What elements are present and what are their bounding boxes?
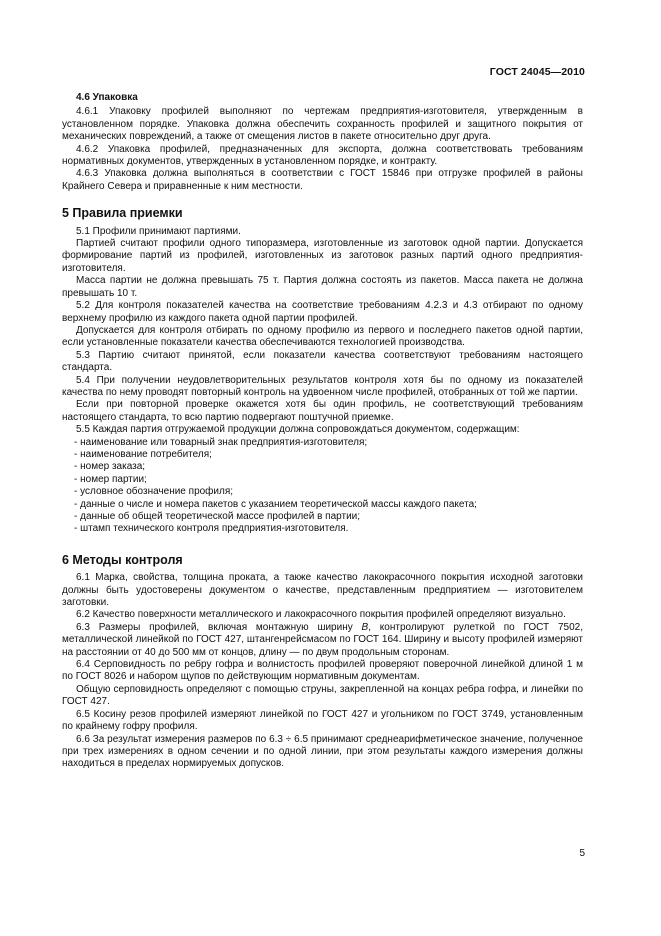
- paragraph-6-3-end: , контролируют рулеткой по ГОСТ 7502, металлической линейкой по ГОСТ 427, штангенрейсмасом по ГОСТ 164. Ширину и высоту профилей измеряют на расстоянии от 40 до 500 мм от концов, длину — по двум продольным сторонам.: [62, 621, 583, 658]
- paragraph-6-4-b: Общую серповидность определяют с помощью струны, закрепленной на концах ребра гофра, и линейки по ГОСТ 427.: [62, 683, 583, 708]
- paragraph-5-1-b: Партией считают профили одного типоразмера, изготовленные из заготовок одной партии. Допускается формирование партий из профилей, изготовленных из заготовок разных партий одного предприятия-изготовителя.: [62, 238, 583, 274]
- paragraph-5-4: 5.4 При получении неудовлетворительных результатов контроля хотя бы по одному из показателей качества по нему проводят повторный контроль на удвоенном числе профилей, отобранных от той же партии.: [62, 374, 583, 398]
- width-variable: B: [361, 621, 369, 633]
- paragraph-5-5: 5.5 Каждая партия отгружаемой продукции должна сопровождаться документом, содержащим:: [76, 424, 520, 436]
- paragraph-6-1: 6.1 Марка, свойства, толщина проката, а также качество лакокрасочного покрытия исходной заготовки должны быть удостоверены документом о качестве, представленным предприятием — изготовителем заготовки.: [62, 572, 583, 609]
- page-number: 5: [579, 848, 585, 859]
- paragraph-5-2: 5.2 Для контроля показателей качества на соответствие требованиям 4.2.3 и 4.3 отбирают по одному верхнему профилю из каждого пакета одной партии профилей.: [62, 300, 583, 324]
- paragraph-5-1: 5.1 Профили принимают партиями.: [76, 225, 241, 237]
- list-item: - наименование или товарный знак предприятия-изготовителя;: [74, 436, 368, 448]
- list-item: - номер партии;: [74, 473, 147, 485]
- paragraph-5-2-b: Допускается для контроля отбирать по одному профилю из первого и последнего пакетов одной партии, если установленные показатели качества обеспечиваются технологией производства.: [62, 324, 583, 349]
- list-item: - номер заказа;: [74, 461, 146, 473]
- list-item: - наименование потребителя;: [74, 448, 212, 460]
- list-item: - данные об общей теоретической массе профилей в партии;: [74, 511, 361, 522]
- paragraph-4-6-1: 4.6.1 Упаковку профилей выполняют по чертежам предприятия-изготовителя, утвержденным в установленном порядке. Упаковка должна обеспечить сохранность профилей и защитного покрытия от механических повреждений, а также от смещения листов в пакете относительно друг друга.: [62, 106, 583, 143]
- paragraph-6-5: 6.5 Косину резов профилей измеряют линейкой по ГОСТ 427 и угольником по ГОСТ 3749, установленным по крайнему гофру профиля.: [62, 708, 583, 733]
- paragraph-5-4-b: Если при повторной проверке окажется хотя бы один профиль, не соответствующий требованиям настоящего стандарта, то всю партию подвергают поштучной приемке.: [62, 399, 583, 423]
- standard-header: ГОСТ 24045—2010: [489, 66, 585, 78]
- list-item: - штамп технического контроля предприятия-изготовителя.: [74, 523, 349, 535]
- paragraph-6-4: 6.4 Серповидность по ребру гофра и волнистость профилей проверяют поверочной линейкой длиной 1 м по ГОСТ 8026 и набором щупов по действующим нормативным документам.: [62, 659, 583, 683]
- paragraph-5-3: 5.3 Партию считают принятой, если показатели качества соответствуют требованиям настоящего стандарта.: [62, 349, 583, 374]
- list-item: - условное обозначение профиля;: [74, 486, 234, 498]
- section-6-heading: 6 Методы контроля: [62, 552, 183, 567]
- paragraph-6-6: 6.6 За результат измерения размеров по 6.3 ÷ 6.5 принимают среднеарифметическое значение, полученное при трех измерениях в одном сечении и по одной линии, при этом результаты каждого измерения должны находиться в пределах нормируемых допусков.: [62, 733, 583, 770]
- paragraph-6-3: [62, 622, 583, 659]
- paragraph-6-3-start: 6.3 Размеры профилей, включая монтажную ширину: [76, 621, 362, 633]
- document-body: [62, 92, 583, 771]
- section-4-6-heading: 4.6 Упаковка: [76, 92, 138, 103]
- section-5-heading: 5 Правила приемки: [62, 206, 183, 221]
- paragraph-6-2: 6.2 Качество поверхности металлического и лакокрасочного покрытия профилей определяют визуально.: [76, 609, 566, 621]
- paragraph-4-6-2: 4.6.2 Упаковка профилей, предназначенных для экспорта, должна соответствовать требованиям нормативных документов, утвержденных в установленном порядке, и контракту.: [62, 143, 583, 168]
- paragraph-5-1-c: Масса партии не должна превышать 75 т. Партия должна состоять из пакетов. Масса пакета не должна превышать 10 т.: [62, 275, 583, 299]
- paragraph-4-6-3: 4.6.3 Упаковка должна выполняться в соответствии с ГОСТ 15846 при отгрузке профилей в районы Крайнего Севера и приравненные к ним местности.: [62, 168, 583, 192]
- list-item: - данные о числе и номера пакетов с указанием теоретической массы каждого пакета;: [74, 498, 477, 510]
